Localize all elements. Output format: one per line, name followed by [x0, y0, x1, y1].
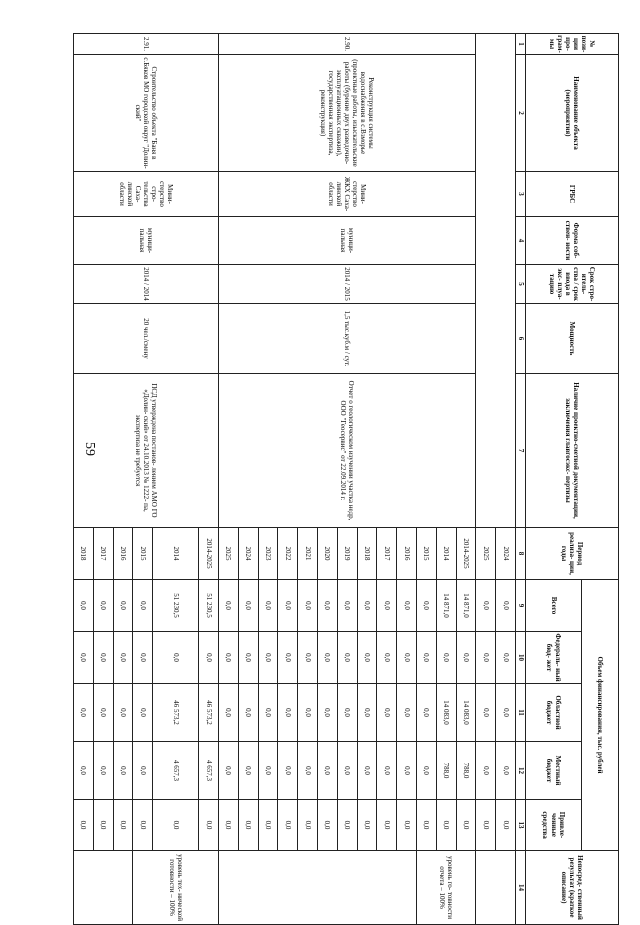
cell-federal: 0,0: [219, 632, 239, 684]
cell-total: 0,0: [496, 580, 516, 632]
object-docs: ПСД утверждена постанов- лением АМО ГО «Долин- ский» от 24.10.2013 № 1222- па, экспертиза не требуется: [74, 374, 219, 528]
column-number: 8: [516, 528, 526, 580]
cell-attracted: 0,0: [397, 800, 417, 851]
header-docs: Наличие проектно-сметной документации, заключения главгосэкс- пертизы: [526, 374, 619, 528]
cell-regional: 46 573,2: [153, 684, 199, 742]
column-number: 2: [516, 55, 526, 172]
cell-federal: 0,0: [397, 632, 417, 684]
cell-year: 2019: [337, 528, 357, 580]
cell-local: 0,0: [93, 742, 113, 800]
cell-year: 2014-2025: [199, 528, 219, 580]
cell-federal: 0,0: [153, 632, 199, 684]
cell-year: 2020: [318, 528, 338, 580]
header-capacity: Мощность: [526, 304, 619, 374]
cell-regional: 0,0: [238, 684, 258, 742]
column-number: 13: [516, 800, 526, 851]
header-regional: Областной бюджет: [526, 684, 582, 742]
object-term: 2014 / 2015: [219, 265, 476, 304]
cell-attracted: 0,0: [153, 800, 199, 851]
column-number: 1: [516, 34, 526, 55]
cell-regional: 14 083,0: [436, 684, 456, 742]
header-result: Непосред- ственный результат (краткое описание): [526, 851, 619, 925]
cell-total: 0,0: [238, 580, 258, 632]
cell-local: 4 657,3: [153, 742, 199, 800]
cell-regional: 0,0: [357, 684, 377, 742]
cell-federal: 0,0: [133, 632, 153, 684]
cell-attracted: 0,0: [74, 800, 94, 851]
cell-local: 0,0: [133, 742, 153, 800]
cell-year: 2015: [133, 528, 153, 580]
cell-federal: 0,0: [258, 632, 278, 684]
cell-local: 0,0: [238, 742, 258, 800]
cell-local: 788,0: [456, 742, 476, 800]
cell-year: 2024: [496, 528, 516, 580]
cell-federal: 0,0: [318, 632, 338, 684]
header-funding: Объем финансирования, тыс. рублей: [582, 580, 619, 851]
cell-total: 0,0: [476, 580, 496, 632]
cell-federal: 0,0: [476, 632, 496, 684]
cell-local: 0,0: [278, 742, 298, 800]
cell-year: 2018: [357, 528, 377, 580]
cell-local: 0,0: [298, 742, 318, 800]
cell-regional: 46 573,2: [199, 684, 219, 742]
table-row: [199, 34, 219, 925]
object-term: 2014 / 2014: [74, 265, 219, 304]
cell-attracted: 0,0: [133, 800, 153, 851]
cell-attracted: 0,0: [337, 800, 357, 851]
cell-regional: 0,0: [278, 684, 298, 742]
cell-local: 0,0: [337, 742, 357, 800]
cell-federal: 0,0: [199, 632, 219, 684]
cell-total: 0,0: [113, 580, 133, 632]
cell-total: 0,0: [74, 580, 94, 632]
cell-result: [476, 851, 516, 925]
cell-local: 0,0: [258, 742, 278, 800]
cell-attracted: 0,0: [417, 800, 437, 851]
object-capacity: 20 чел./смену: [74, 304, 219, 374]
cell-year: 2016: [113, 528, 133, 580]
cell-total: 0,0: [278, 580, 298, 632]
cell-year: 2014: [436, 528, 456, 580]
cell-regional: 0,0: [417, 684, 437, 742]
cell-federal: 0,0: [298, 632, 318, 684]
cell-attracted: 0,0: [476, 800, 496, 851]
cell-attracted: 0,0: [456, 800, 476, 851]
cell-attracted: 0,0: [219, 800, 239, 851]
cell-total: 14 871,0: [456, 580, 476, 632]
column-number: 11: [516, 684, 526, 742]
cell-total: 51 230,5: [199, 580, 219, 632]
column-number: 6: [516, 304, 526, 374]
cell-federal: 0,0: [496, 632, 516, 684]
header-term: Срок стро- итель- ства / срок ввода в экс- плуа- тацию: [526, 265, 619, 304]
cell-regional: 0,0: [93, 684, 113, 742]
column-number: 14: [516, 851, 526, 925]
cell-attracted: 0,0: [199, 800, 219, 851]
cell-attracted: 0,0: [278, 800, 298, 851]
object-result: уровень тех- нической готовности – 100%: [133, 851, 219, 925]
cell-local: 4 657,3: [199, 742, 219, 800]
cell-regional: 0,0: [74, 684, 94, 742]
cell-federal: 0,0: [74, 632, 94, 684]
table-row: [456, 34, 476, 925]
object-capacity: 1,5 тыс.куб.м / сут.: [219, 304, 476, 374]
header-local: Местный бюджет: [526, 742, 582, 800]
cell-year: 2024: [238, 528, 258, 580]
header-grbs: ГРБС: [526, 172, 619, 217]
cell-year: 2023: [258, 528, 278, 580]
rotated-table-wrapper: [73, 33, 619, 921]
header-num: № пози- ции про- грам- мы: [526, 34, 619, 55]
header-name: Наименование объекта (мероприятия): [526, 55, 619, 172]
cell-local: 0,0: [318, 742, 338, 800]
cell-federal: 0,0: [436, 632, 456, 684]
financing-table: [73, 33, 619, 925]
object-docs: Отчет о геологическом изучении участка недр, ООО "Геосервис" от 22.09.2014 г.: [219, 374, 476, 528]
object-grbs: Мини- стерство стро- тельства Саха- линской области: [74, 172, 219, 217]
cell-result-empty: [219, 851, 417, 925]
cell-regional: 0,0: [219, 684, 239, 742]
cell-total: 0,0: [219, 580, 239, 632]
cell-year: 2022: [278, 528, 298, 580]
cell-attracted: 0,0: [238, 800, 258, 851]
cell-attracted: 0,0: [357, 800, 377, 851]
cell-attracted: 0,0: [113, 800, 133, 851]
cell-year: 2018: [74, 528, 94, 580]
page-number: 59: [82, 442, 97, 456]
cell-year: 2025: [476, 528, 496, 580]
object-grbs: Мини- стерство ЖКХ Саха- линской области: [219, 172, 476, 217]
cell-total: 0,0: [377, 580, 397, 632]
cell-year: 2017: [93, 528, 113, 580]
cell-year: 2014: [153, 528, 199, 580]
cell-attracted: 0,0: [298, 800, 318, 851]
cell-total: 0,0: [298, 580, 318, 632]
object-ownership: муници- пальная: [219, 217, 476, 265]
cell-regional: 0,0: [133, 684, 153, 742]
header-federal: Федераль- ный бюд- жет: [526, 632, 582, 684]
cell-year: 2014-2025: [456, 528, 476, 580]
cell-local: 0,0: [417, 742, 437, 800]
column-number: 5: [516, 265, 526, 304]
cell-result-empty: [74, 851, 133, 925]
cell-total: 0,0: [133, 580, 153, 632]
cell-local: 0,0: [74, 742, 94, 800]
cell-federal: 0,0: [337, 632, 357, 684]
cell-regional: 0,0: [397, 684, 417, 742]
column-number: 7: [516, 374, 526, 528]
header-period: Период реализа- ции, годы: [526, 528, 619, 580]
carryover-blank: [476, 34, 516, 528]
cell-attracted: 0,0: [93, 800, 113, 851]
cell-year: 2016: [397, 528, 417, 580]
cell-local: 0,0: [113, 742, 133, 800]
column-number: 12: [516, 742, 526, 800]
cell-attracted: 0,0: [318, 800, 338, 851]
cell-federal: 0,0: [456, 632, 476, 684]
cell-attracted: 0,0: [258, 800, 278, 851]
cell-federal: 0,0: [377, 632, 397, 684]
cell-total: 0,0: [397, 580, 417, 632]
cell-regional: 0,0: [476, 684, 496, 742]
cell-local: 0,0: [219, 742, 239, 800]
cell-year: 2017: [377, 528, 397, 580]
column-number: 9: [516, 580, 526, 632]
column-number: 3: [516, 172, 526, 217]
cell-total: 0,0: [258, 580, 278, 632]
cell-total: 0,0: [417, 580, 437, 632]
cell-regional: 0,0: [113, 684, 133, 742]
object-ownership: муници- пальная: [74, 217, 219, 265]
table-row: [496, 34, 516, 925]
cell-regional: 0,0: [258, 684, 278, 742]
cell-local: 0,0: [476, 742, 496, 800]
cell-total: 0,0: [318, 580, 338, 632]
cell-regional: 0,0: [298, 684, 318, 742]
object-name: Строительство объекта "Баня в с.Бяков МО городской округ "Долин- ский": [74, 55, 219, 172]
cell-federal: 0,0: [417, 632, 437, 684]
cell-federal: 0,0: [238, 632, 258, 684]
cell-regional: 0,0: [318, 684, 338, 742]
cell-local: 0,0: [377, 742, 397, 800]
column-number: 10: [516, 632, 526, 684]
header-attracted: Привле- ченные средства: [526, 800, 582, 851]
column-number: 4: [516, 217, 526, 265]
header-total: Всего: [526, 580, 582, 632]
cell-local: 0,0: [357, 742, 377, 800]
cell-attracted: 0,0: [496, 800, 516, 851]
cell-total: 0,0: [93, 580, 113, 632]
cell-total: 14 871,0: [436, 580, 456, 632]
cell-federal: 0,0: [113, 632, 133, 684]
cell-total: 0,0: [357, 580, 377, 632]
object-name: Реконструкция системы водоснабжения в с.Взморье (проектные работы, изыскательские работы (бурение двух разведочно-эксплуатационных скважин), государственная экспертиза, реконструкция): [219, 55, 476, 172]
cell-year: 2021: [298, 528, 318, 580]
header-ownership: Форма соб- ствен- ности: [526, 217, 619, 265]
cell-regional: 14 083,0: [456, 684, 476, 742]
cell-regional: 0,0: [377, 684, 397, 742]
cell-total: 0,0: [337, 580, 357, 632]
cell-regional: 0,0: [337, 684, 357, 742]
cell-attracted: 0,0: [436, 800, 456, 851]
cell-local: 0,0: [397, 742, 417, 800]
cell-year: 2025: [219, 528, 239, 580]
object-result: уровень го- товности отчета – 100%: [417, 851, 476, 925]
cell-total: 51 230,5: [153, 580, 199, 632]
object-num: 2.91.: [74, 34, 219, 55]
cell-federal: 0,0: [357, 632, 377, 684]
cell-regional: 0,0: [496, 684, 516, 742]
cell-federal: 0,0: [278, 632, 298, 684]
cell-year: 2015: [417, 528, 437, 580]
cell-local: 0,0: [496, 742, 516, 800]
cell-attracted: 0,0: [377, 800, 397, 851]
cell-federal: 0,0: [93, 632, 113, 684]
cell-local: 788,0: [436, 742, 456, 800]
object-num: 2.90.: [219, 34, 476, 55]
